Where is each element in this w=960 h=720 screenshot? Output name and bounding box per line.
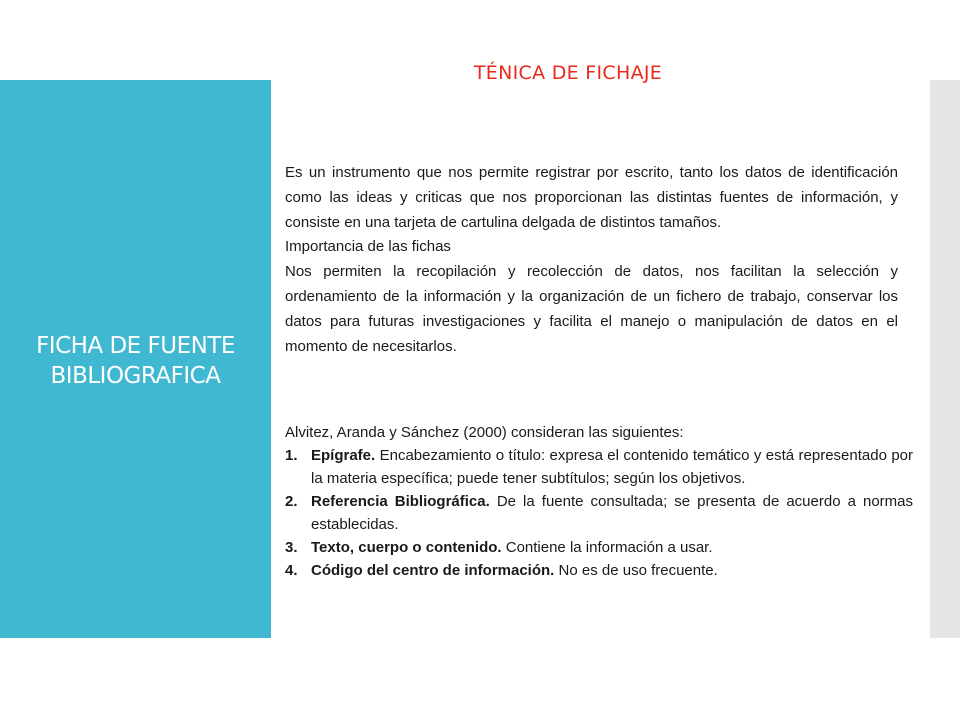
criteria-text: No es de uso frecuente. bbox=[558, 562, 718, 579]
criteria-item-texto bbox=[285, 536, 913, 559]
criteria-list bbox=[285, 444, 913, 582]
criteria-term: Epígrafe. bbox=[311, 447, 376, 464]
criteria-item-epigrafe bbox=[285, 444, 913, 490]
right-gray-strip bbox=[930, 80, 960, 638]
criteria-term: Código del centro de información. bbox=[311, 562, 555, 579]
criteria-item-codigo bbox=[285, 559, 913, 582]
side-panel-label: FICHA DE FUENTE BIBLIOGRAFICA bbox=[36, 333, 235, 389]
criteria-text: De la fuente consultada; se presenta de acuerdo a normas establecidas. bbox=[311, 493, 913, 533]
side-panel bbox=[0, 80, 271, 638]
criteria-text: Contiene la información a usar. bbox=[505, 539, 713, 556]
criteria-term: Referencia Bibliográfica. bbox=[311, 493, 490, 510]
criteria-item-referencia bbox=[285, 490, 913, 536]
criteria-number: 1. bbox=[285, 447, 298, 464]
criteria-term: Texto, cuerpo o contenido. bbox=[311, 539, 502, 556]
importance-paragraph: Nos permiten la recopilación y recolección de datos, nos facilitan la selección y ordenamiento de la información y la organización de un fichero de trabajo, conservar los datos para futuras investigaciones y facilita el manejo o manipulación de datos en el momento de necesitarlos. bbox=[285, 263, 898, 355]
criteria-number: 4. bbox=[285, 562, 298, 579]
criteria-number: 2. bbox=[285, 493, 298, 510]
importance-heading: Importancia de las fichas bbox=[285, 238, 451, 256]
criteria-block bbox=[285, 421, 913, 582]
definition-block bbox=[285, 161, 898, 359]
slide-title: TÉNICA DE FICHAJE bbox=[473, 62, 663, 84]
criteria-number: 3. bbox=[285, 539, 298, 556]
definition-paragraph: Es un instrumento que nos permite registrar por escrito, tanto los datos de identificación como las ideas y criticas que nos proporcionan las distintas fuentes de información, y consiste en una tarjeta de cartulina delgada de distintos tamaños. bbox=[285, 164, 898, 231]
criteria-text: Encabezamiento o título: expresa el contenido temático y está representado por la materia específica; puede tener subtítulos; según los objetivos. bbox=[311, 447, 914, 487]
criteria-intro: Alvitez, Aranda y Sánchez (2000) consideran las siguientes: bbox=[285, 424, 684, 441]
